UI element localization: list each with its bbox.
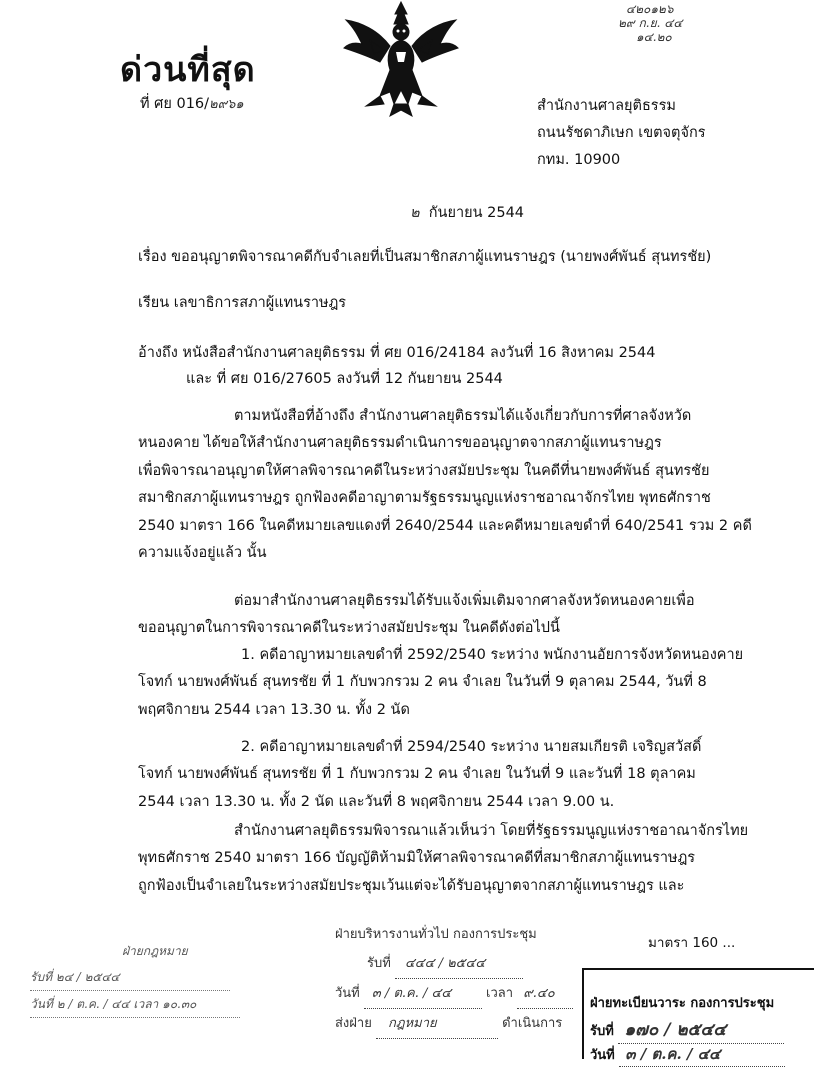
general-admin-stamp-date-row <box>335 979 573 1009</box>
body-paragraph-1-line: ตามหนังสือที่อ้างถึง สำนักงานศาลยุติธรรมได้แจ้งเกี่ยวกับการที่ศาลจังหวัด <box>234 408 692 424</box>
case-item-2-line: 2544 เวลา 13.30 น. ทั้ง 2 นัด และวันที่ 8 พฤศจิกายน 2544 เวลา 9.00 น. <box>138 793 615 810</box>
legal-dept-stamp-received: รับที่ ๒๔ / ๒๕๔๔ <box>30 964 230 991</box>
sender-address-line-3: กทม. 10900 <box>537 152 621 168</box>
case-item-1-line: พฤศจิกายน 2544 เวลา 13.30 น. ทั้ง 2 นัด <box>138 701 410 718</box>
case-item-1-line: โจทก์ นายพงศ์พันธ์ สุนทรชัย ที่ 1 กับพวกรวม 2 คน จำเลย ในวันที่ 9 ตุลาคม 2544, วันที่ 8 <box>138 674 707 691</box>
body-paragraph-1-line: สมาชิกสภาผู้แทนราษฎร ถูกฟ้องคดีอาญาตามรัฐธรรมนูญแห่งราชอาณาจักรไทย พุทธศักราช <box>138 490 711 507</box>
body-paragraph-3-line: พุทธศักราช 2540 มาตรา 166 บัญญัติห้ามมิให้ศาลพิจารณาคดีที่สมาชิกสภาผู้แทนราษฎร <box>138 850 696 867</box>
agenda-registry-stamp-date-row <box>590 1042 785 1067</box>
case-item-1-line: 1. คดีอาญาหมายเลขดำที่ 2592/2540 ระหว่าง พนักงานอัยการจังหวัดหนองคาย <box>241 647 744 663</box>
body-paragraph-1-line: เพื่อพิจารณาอนุญาตให้ศาลพิจารณาคดีในระหว่างสมัยประชุม ในคดีที่นายพงศ์พันธ์ สุนทรชัย <box>138 462 710 479</box>
general-admin-stamp-title: ฝ่ายบริหารงานทั่วไป กองการประชุม <box>335 927 537 942</box>
legal-dept-stamp <box>30 938 240 1018</box>
receipt-note <box>612 2 682 44</box>
case-item-2-line: โจทก์ นายพงศ์พันธ์ สุนทรชัย ที่ 1 กับพวกรวม 2 คน จำเลย ในวันที่ 9 และวันที่ 18 ตุลาคม <box>138 766 696 783</box>
agenda-registry-stamp-received-value: ๑๗๐ / ๒๕๔๔ <box>618 1016 784 1044</box>
legal-dept-stamp-date: วันที่ ๒ / ต.ค. / ๔๔ เวลา ๑๐.๓๐ <box>30 991 240 1018</box>
general-admin-stamp-received-row <box>335 949 573 979</box>
reference-line-2: และ ที่ ศย 016/27605 ลงวันที่ 12 กันยายน 2544 <box>186 371 503 387</box>
receipt-note-line-2: ๒๙ ก.ย. ๔๔ <box>618 16 683 30</box>
sender-address-line-1: สำนักงานศาลยุติธรรม <box>537 98 676 114</box>
urgency-heading: ด่วนที่สุด <box>120 50 256 90</box>
sender-address-line-2: ถนนรัชดาภิเษก เขตจตุจักร <box>537 125 706 141</box>
agenda-registry-stamp-received-row <box>590 1016 784 1044</box>
general-admin-stamp-send-row <box>335 1009 573 1039</box>
agenda-registry-stamp <box>582 968 814 1063</box>
body-paragraph-2-line: ต่อมาสำนักงานศาลยุติธรรมได้รับแจ้งเพิ่มเติมจากศาลจังหวัดหนองคายเพื่อ <box>234 593 695 609</box>
general-admin-stamp-time-value: ๙.๔๐ <box>517 979 573 1009</box>
agenda-registry-stamp-date-value: ๓ / ต.ค. / ๔๔ <box>619 1042 785 1067</box>
document-number-prefix: ที่ ศย 016/ <box>140 96 210 112</box>
agenda-registry-stamp-title: ฝ่ายทะเบียนวาระ กองการประชุม <box>590 996 775 1011</box>
receipt-note-line-3: ๑๔.๒๐ <box>636 30 672 44</box>
body-paragraph-2 <box>138 588 750 643</box>
salutation: เรียน เลขาธิการสภาผู้แทนราษฎร <box>138 295 347 311</box>
body-paragraph-1 <box>138 403 750 567</box>
letter-date <box>410 206 524 221</box>
general-admin-stamp-received-label: รับที่ <box>367 956 391 971</box>
letter-date-day: ๒ <box>410 205 420 221</box>
body-paragraph-1-line: ความแจ้งอยู่แล้ว นั้น <box>138 545 267 562</box>
document-number-handwritten: ๒๙๖๑ <box>209 97 244 112</box>
body-paragraph-1-line: 2540 มาตรา 166 ในคดีหมายเลขแดงที่ 2640/2544 และคดีหมายเลขดำที่ 640/2541 รวม 2 คดี <box>138 517 752 534</box>
general-admin-stamp-send-value: กฎหมาย <box>376 1009 498 1039</box>
agenda-registry-stamp-date-label: วันที่ <box>590 1048 615 1063</box>
agenda-registry-stamp-received-label: รับที่ <box>590 1024 614 1039</box>
continuation-marker: มาตรา 160 ... <box>648 935 736 951</box>
garuda-emblem <box>340 0 462 118</box>
subject-line: เรื่อง ขออนุญาตพิจารณาคดีกับจำเลยที่เป็นสมาชิกสภาผู้แทนราษฎร (นายพงศ์พันธ์ สุนทรชัย) <box>138 249 712 265</box>
case-item-2 <box>138 734 750 816</box>
case-item-1 <box>138 642 750 724</box>
body-paragraph-2-line: ขออนุญาตในการพิจารณาคดีในระหว่างสมัยประชุม ในคดีดังต่อไปนี้ <box>138 620 560 637</box>
legal-dept-stamp-title: ฝ่ายกฎหมาย <box>122 944 188 958</box>
letter-date-month-year: กันยายน 2544 <box>428 205 525 221</box>
body-paragraph-1-line: หนองคาย ได้ขอให้สำนักงานศาลยุติธรรมดำเนินการขออนุญาตจากสภาผู้แทนราษฎร <box>138 435 662 452</box>
general-admin-stamp-send-label: ส่งฝ่าย <box>335 1016 372 1031</box>
reference-line-1: อ้างถึง หนังสือสำนักงานศาลยุติธรรม ที่ ศย 016/24184 ลงวันที่ 16 สิงหาคม 2544 <box>138 345 656 361</box>
general-admin-stamp-action-label: ดำเนินการ <box>502 1016 563 1031</box>
body-paragraph-3-line: ถูกฟ้องเป็นจำเลยในระหว่างสมัยประชุมเว้นแต่จะได้รับอนุญาตจากสภาผู้แทนราษฎร และ <box>138 877 685 894</box>
general-admin-stamp-received-value: ๔๔๔ / ๒๕๔๔ <box>395 949 523 979</box>
general-admin-stamp-date-value: ๓ / ต.ค. / ๔๔ <box>364 979 482 1009</box>
body-paragraph-3-line: สำนักงานศาลยุติธรรมพิจารณาแล้วเห็นว่า โดยที่รัฐธรรมนูญแห่งราชอาณาจักรไทย <box>234 823 749 839</box>
body-paragraph-3 <box>138 818 750 900</box>
general-admin-stamp-time-label: เวลา <box>486 986 514 1001</box>
general-admin-stamp <box>335 920 573 1039</box>
receipt-note-line-1: ๔๒๐๑๒๖ <box>626 2 674 16</box>
general-admin-stamp-date-label: วันที่ <box>335 986 360 1001</box>
document-number <box>140 97 244 112</box>
case-item-2-line: 2. คดีอาญาหมายเลขดำที่ 2594/2540 ระหว่าง นายสมเกียรติ เจริญสวัสดิ์ <box>241 739 702 755</box>
